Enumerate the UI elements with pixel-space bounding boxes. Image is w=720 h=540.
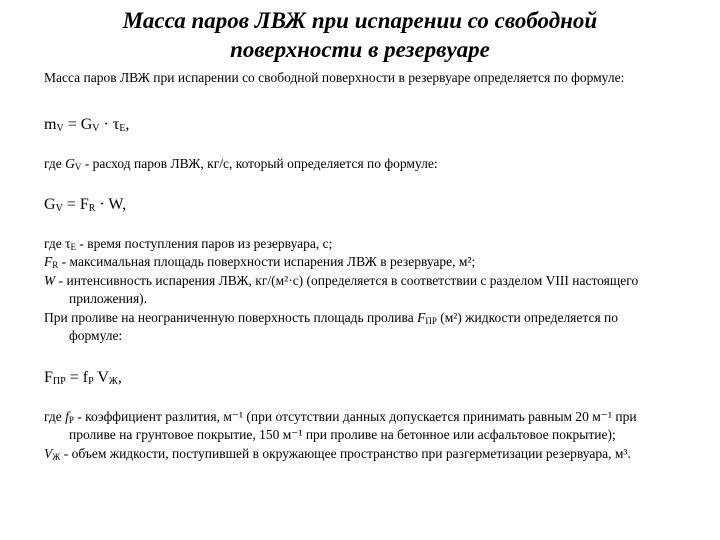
formula-vapor-mass: $m_V = G_V \cdot \tau_E$, [44, 116, 130, 134]
spill-area-text: При проливе на неограниченную поверхность площадь пролива $F_{ПР}$ (м²) жидкости определяется по [44, 310, 618, 326]
def-fr: $F_R$ - максимальная площадь поверхности испарения ЛВЖ в резервуаре, м²; [44, 254, 476, 270]
def-w-cont: приложения). [69, 291, 148, 306]
def-w: W - интенсивность испарения ЛВЖ, кг/(м²·с) (определяется в соответствии с разделом VIII настоящего [44, 273, 639, 288]
spill-area-text-cont: формуле: [69, 328, 123, 343]
where-gv-line: где $G_V$ - расход паров ЛВЖ, кг/с, который определяется по формуле: [44, 156, 438, 172]
intro-paragraph: Масса паров ЛВЖ при испарении со свободной поверхности в резервуаре определяется по формуле: [44, 70, 625, 85]
def-fp-cont: проливе на грунтовое покрытие, 150 м⁻¹ при проливе на бетонное или асфальтовое покрытие); [69, 427, 616, 442]
def-fp: где $f_P$ - коэффициент разлития, м⁻¹ (при отсутствии данных допускается принимать равным 20 м⁻¹ при [44, 409, 637, 425]
formula-vapor-rate: $G_V = F_R \cdot W$, [44, 196, 127, 214]
def-tau: где $\tau_E$ - время поступления паров из резервуара, с; [44, 236, 333, 252]
title-line-2: поверхности в резервуаре [230, 37, 490, 62]
title-line-1: Масса паров ЛВЖ при испарении со свободной [122, 8, 598, 33]
page-title [60, 6, 660, 64]
def-vzh: $V_Ж$ - объем жидкости, поступившей в окружающее пространство при разгерметизации резервуара, м³. [44, 446, 631, 462]
formula-spill-area: $F_{ПР} = f_P$ $V_Ж$, [44, 369, 122, 387]
